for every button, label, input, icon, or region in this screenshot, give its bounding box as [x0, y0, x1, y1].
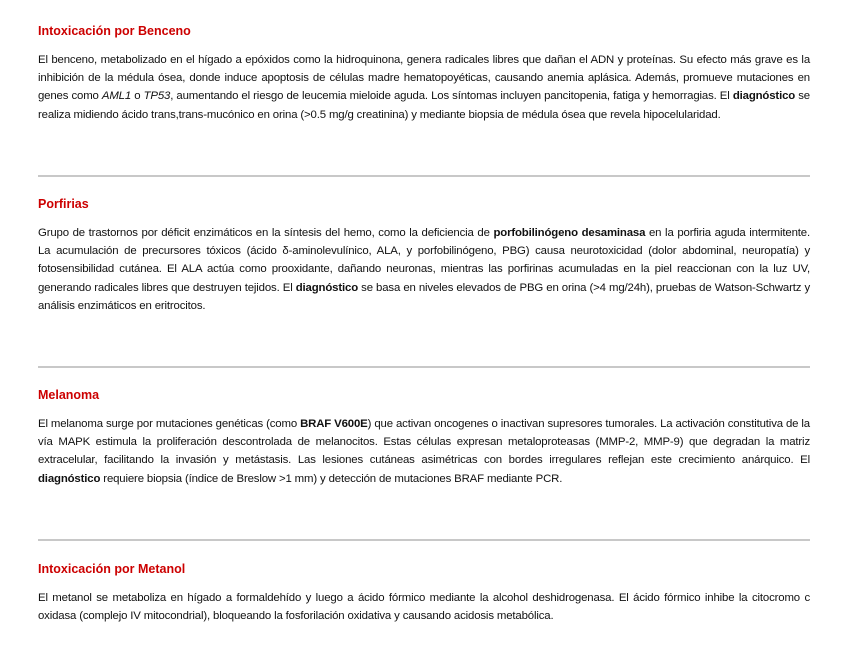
text-run: en la porfiria aguda intermitente. La acumulación de precursores tóxicos (ácido δ-aminolevulínico, ALA, y porfobilinógeno, PBG) causa neurotoxicidad (dolor abdominal, neuropatía) y fotosensibilidad cutánea. El ALA actúa como prooxidante, dañando neuronas, mientras las porfirinas acumuladas en la piel reaccionan con la luz UV, generando radicales libres que destruyen tejidos. El: [38, 227, 810, 294]
text-run: El benceno, metabolizado en el hígado a epóxidos como la hidroquinona, genera radicales libres que dañan el ADN y proteínas. Su efecto más grave es la inhibición de la médula ósea, donde induce apoptosis de células madre hematopoyéticas, causando anemia aplásica. Además, promueve mutaciones en genes como: [38, 54, 810, 103]
text-run: requiere biopsia (índice de Breslow >1 mm) y detección de mutaciones BRAF mediante PCR.: [100, 472, 563, 485]
section-porfirias: [38, 196, 810, 315]
text-run: , aumentando el riesgo de leucemia mieloide aguda. Los síntomas incluyen pancitopenia, fatiga y hemorragias. El: [170, 90, 733, 103]
section-divider: [38, 175, 810, 177]
text-run: ) que activan oncogenes o inactivan supresores tumorales. La activación constitutiva de la vía MAPK estimula la proliferación descontrolada de melanocitos. Estas células expresan metaloproteasas (MMP-2, MMP-9) que degradan la matriz extracelular, facilitando la invasión y metástasis. Las lesiones cutáneas asimétricas con bordes irregulares reflejan este crecimiento anárquico. El: [38, 418, 810, 467]
text-run: o: [131, 90, 144, 103]
bold-text-run: BRAF V600E: [300, 418, 368, 430]
italic-text-run: TP53: [143, 90, 171, 103]
section-body: [38, 589, 810, 625]
section-body: [38, 224, 810, 315]
section-body: [38, 415, 810, 488]
section-title: Intoxicación por Benceno: [38, 24, 191, 38]
section-divider: [38, 366, 810, 368]
section-title: Melanoma: [38, 388, 100, 402]
bold-text-run: diagnóstico: [295, 281, 359, 294]
text-run: se basa en niveles elevados de PBG en orina (>4 mg/24h), pruebas de Watson-Schwartz y análisis enzimáticos en eritrocitos.: [38, 281, 810, 312]
bold-text-run: diagnóstico: [732, 90, 796, 103]
section-divider: [38, 539, 810, 541]
italic-text-run: AML1: [101, 90, 132, 103]
bold-text-run: porfobilinógeno desaminasa: [493, 227, 646, 239]
section-benceno: [38, 23, 810, 124]
section-melanoma: [38, 387, 810, 488]
text-run: El metanol se metaboliza en hígado a formaldehído y luego a ácido fórmico mediante la alcohol deshidrogenasa. El ácido fórmico inhibe la citocromo c oxidasa (complejo IV mitocondrial), bloqueando la fosforilación oxidativa y causando acidosis metabólica.: [38, 592, 810, 623]
text-run: se realiza midiendo ácido trans,trans-mucónico en orina (>0.5 mg/g creatinina) y mediante biopsia de médula ósea que revela hipocelularidad.: [38, 90, 810, 121]
section-metanol: [38, 561, 810, 625]
text-run: El melanoma surge por mutaciones genéticas (como: [38, 418, 301, 430]
section-title: Porfirias: [38, 197, 89, 211]
section-title: Intoxicación por Metanol: [38, 562, 186, 576]
bold-text-run: diagnóstico: [38, 472, 101, 485]
section-body: [38, 51, 810, 124]
text-run: Grupo de trastornos por déficit enzimáticos en la síntesis del hemo, como la deficiencia de: [38, 227, 494, 239]
